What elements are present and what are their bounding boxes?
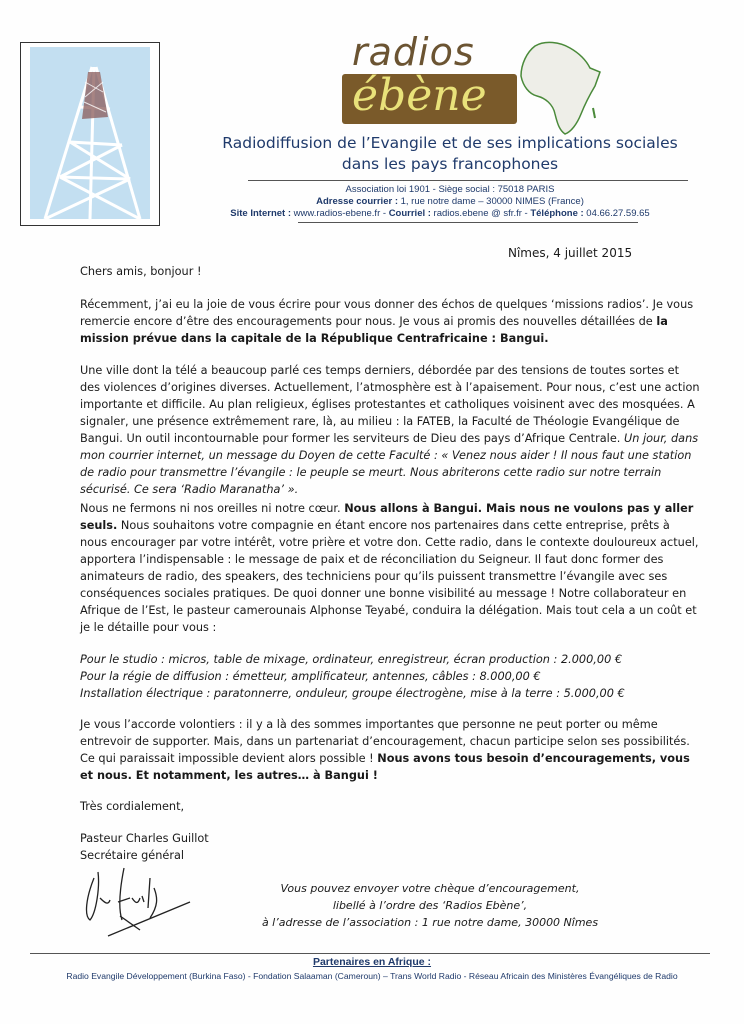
cost-item-studio: Pour le studio : micros, table de mixage, ordinateur, enregistreur, écran production : 2.000,00 € xyxy=(80,653,623,666)
mailing-address xyxy=(200,196,700,207)
cheque-line-1: Vous pouvez envoyer votre chèque d’encouragement, xyxy=(280,882,580,895)
email-link[interactable]: radios.ebene @ sfr.fr - xyxy=(430,208,531,219)
phone-label: Téléphone : xyxy=(530,208,584,219)
paragraph-3 xyxy=(80,500,700,636)
africa-map-icon xyxy=(515,38,610,138)
signature-icon xyxy=(80,858,200,938)
cheque-line-3: à l’adresse de l’association : 1 rue notre dame, 30000 Nîmes xyxy=(261,916,599,929)
paragraph-4 xyxy=(80,716,700,784)
address-label: Adresse courrier : xyxy=(316,196,398,207)
header-divider-top xyxy=(248,180,688,181)
paragraph-4-bold: Nous avons tous besoin d’encouragements, vous et nous. Et notamment, les autres… à Bangui ! xyxy=(80,752,690,782)
paragraph-2 xyxy=(80,362,700,498)
logo-text-ebene: ébène xyxy=(352,70,487,121)
email-label: Courriel : xyxy=(388,208,431,219)
header-divider-bottom xyxy=(298,222,638,223)
greeting: Chers amis, bonjour ! xyxy=(80,265,202,278)
paragraph-3-bold: Nous allons à Bangui. Mais nous ne voulons pas y aller seuls. xyxy=(80,502,694,532)
signer-name: Pasteur Charles Guillot xyxy=(80,832,209,845)
cost-item-broadcast: Pour la régie de diffusion : émetteur, amplificateur, antennes, câbles : 8.000,00 € xyxy=(80,670,541,683)
radios-ebene-logo xyxy=(330,30,600,130)
partners-list: Radio Evangile Développement (Burkina Faso) - Fondation Salaaman (Cameroun) – Trans World Radio - Réseau Africain des Ministères Évangéliques de Radio xyxy=(66,971,678,981)
paragraph-3-text-b: Nous souhaitons votre compagnie en étant encore nos partenaires dans cette entreprise, prêts à nous encourager par votre intérêt, votre prière et votre don. Cette radio, dans le contexte douloureux actuel, apportera l’indispensable : le message de paix et de réconciliation du Seigneur. Il faut donc former des animateurs de radio, des speakers, des techniciens pour qu’ils puissent transmettre l’évangile avec ses conséquences sociales pratiques. De quoi donner une bonne visibilité au message ! Notre collaborateur en Afrique de l’Est, le pasteur camerounais Alphonse Teyabé, conduira la délégation. Mais tout cela a un coût et je le détaille pour vous : xyxy=(80,519,699,634)
association-info: Association loi 1901 - Siège social : 75018 PARIS xyxy=(345,184,555,195)
radio-tower-icon xyxy=(30,47,150,219)
cost-list xyxy=(80,651,700,702)
cost-item-electrical: Installation électrique : paratonnerre, onduleur, groupe électrogène, mise à la terre : 5.000,00 € xyxy=(80,687,625,700)
site-link[interactable]: www.radios-ebene.fr - xyxy=(291,208,389,219)
letter-date: Nîmes, 4 juillet 2015 xyxy=(508,246,633,260)
site-label: Site Internet : xyxy=(230,208,291,219)
contact-line xyxy=(160,208,720,219)
paragraph-2-text: Une ville dont la télé a beaucoup parlé ces temps derniers, débordée par des tensions de toutes sortes et des violences d’origines diverses. Actuellement, l’atmosphère est à l’apaisement. Pour nous, c’est une action importante et difficile. Au plan religieux, églises protestantes et catholiques voisinent avec des mosquées. A signaler, une présence extrêmement rare, là, au milieu : la FATEB, la Faculté de Théologie Evangélique de Bangui. Un outil incontournable pour former les serviteurs de Dieu des pays d’Afrique Centrale. xyxy=(80,364,700,445)
radio-tower-photo xyxy=(20,42,160,226)
tagline-line-2: dans les pays francophones xyxy=(341,155,559,173)
paragraph-1-bold: la mission prévue dans la capitale de la République Centrafricaine : Bangui. xyxy=(80,315,668,345)
logo-text-radios: radios xyxy=(352,30,475,74)
paragraph-1 xyxy=(80,296,700,347)
paragraph-2-quote: Un jour, dans mon courrier internet, un message du Doyen de cette Faculté : « Venez nous aider ! Il nous faut une station de radio pour transmettre l’évangile : le peuple se meurt. Nous abriterons cette radio sur notre terrain sécurisé. Ce sera ‘Radio Maranatha’ ». xyxy=(80,432,699,496)
phone-value: 04.66.27.59.65 xyxy=(583,208,650,219)
paragraph-3-text-a: Nous ne fermons ni nos oreilles ni notre cœur. xyxy=(80,502,345,515)
cheque-line-2: libellé à l’ordre des ‘Radios Ebène’, xyxy=(332,899,528,912)
closing: Très cordialement, xyxy=(80,800,185,813)
tagline-line-1: Radiodiffusion de l’Evangile et de ses implications sociales xyxy=(222,134,678,152)
paragraph-4-text: Je vous l’accorde volontiers : il y a là des sommes importantes que personne ne peut porter ou même entrevoir de supporter. Mais, dans un partenariat d’encouragement, chacun participe selon ses possibilités. Ce qui paraissait impossible devient alors possible ! xyxy=(80,718,690,765)
address-value: 1, rue notre dame – 30000 NIMES (France) xyxy=(397,196,584,207)
partners-title: Partenaires en Afrique : xyxy=(312,956,432,968)
cheque-instructions xyxy=(250,880,610,931)
footer-divider xyxy=(30,953,710,954)
paragraph-1-text: Récemment, j’ai eu la joie de vous écrire pour vous donner des échos de quelques ‘missions radios’. Je vous remercie encore d’être des encouragements pour nous. Je vous ai promis des nouvelles détaillées de xyxy=(80,298,694,328)
signer-title: Secrétaire général xyxy=(80,849,185,862)
